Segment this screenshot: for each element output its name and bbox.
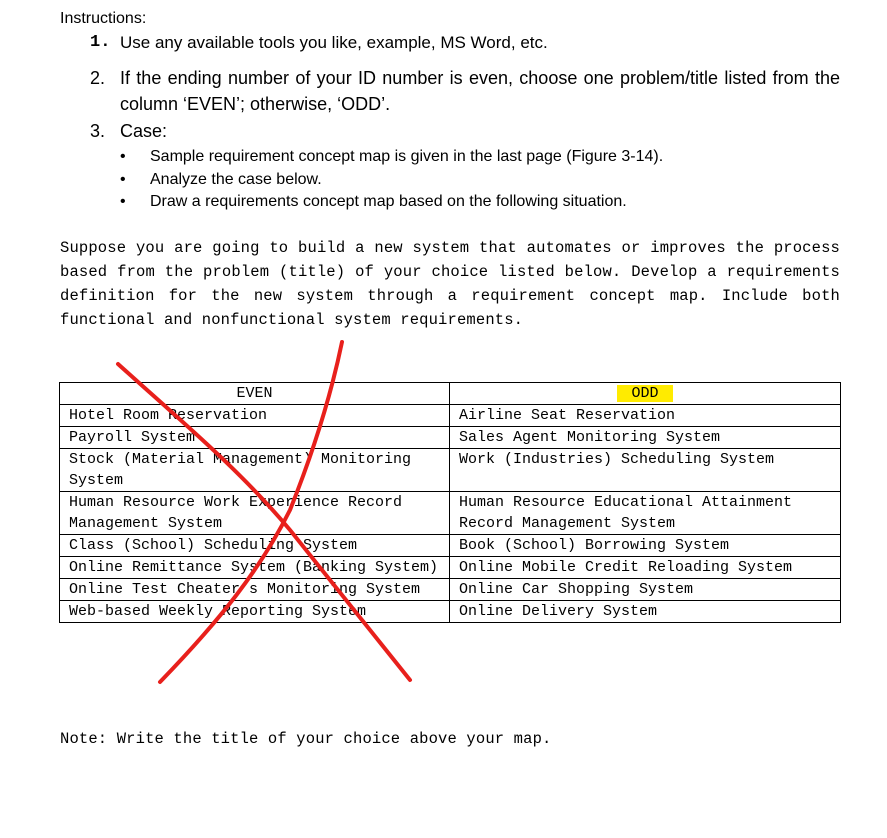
bullet-text: Draw a requirements concept map based on the following situation. [150,193,627,210]
table-row [60,449,841,492]
table-row [60,557,841,579]
odd-header-highlight: ODD [617,385,672,402]
item-text: If the ending number of your ID number is even, choose one problem/title listed from the column ‘EVEN’; otherwise, ‘ODD’. [120,68,840,114]
item-number: 1. [90,33,111,52]
odd-title-cell: Online Car Shopping System [450,579,841,601]
item-text: Use any available tools you like, example, MS Word, etc. [120,33,548,52]
odd-title-cell: Online Mobile Credit Reloading System [450,557,841,579]
bullet-text: Analyze the case below. [150,171,322,188]
instructions-heading: Instructions: [60,10,147,27]
odd-title-cell: Airline Seat Reservation [450,405,841,427]
even-title-cell: Online Remittance System (Banking System) [60,557,450,579]
table-row [60,405,841,427]
title-table [59,382,841,623]
bullet-dot: • [120,193,126,210]
bullet-dot: • [120,171,126,188]
even-title-cell: Online Test Cheater’s Monitoring System [60,579,450,601]
even-title-cell: Web-based Weekly Reporting System [60,601,450,623]
table-row [60,601,841,623]
odd-title-cell: Work (Industries) Scheduling System [450,449,841,492]
case-paragraph: Suppose you are going to build a new system that automates or improves the process based from the problem (title) of your choice listed below. Develop a requirements definition for the new system through a requirement concept map. Include both functional and nonfunctional system requirements. [60,239,840,329]
odd-title-cell: Human Resource Educational Attainment Record Management System [450,492,841,535]
even-title-cell: Human Resource Work Experience Record Management System [60,492,450,535]
bullet-dot: • [120,148,126,165]
table-row [60,492,841,535]
odd-title-cell: Online Delivery System [450,601,841,623]
even-title-cell: Payroll System [60,427,450,449]
table-header-row [60,383,841,405]
odd-title-cell: Sales Agent Monitoring System [450,427,841,449]
table-row [60,579,841,601]
table-row [60,427,841,449]
odd-column-header [450,383,841,405]
note-text: Note: Write the title of your choice above your map. [60,730,552,748]
bullet-text: Sample requirement concept map is given in the last page (Figure 3-14). [150,148,664,165]
even-column-header: EVEN [60,383,450,405]
item-number: 3. [90,121,106,141]
even-title-cell: Hotel Room Reservation [60,405,450,427]
even-title-cell: Class (School) Scheduling System [60,535,450,557]
odd-title-cell: Book (School) Borrowing System [450,535,841,557]
item-text: Case: [120,121,168,141]
even-title-cell: Stock (Material Management) Monitoring System [60,449,450,492]
table-row [60,535,841,557]
item-number: 2. [90,68,106,88]
